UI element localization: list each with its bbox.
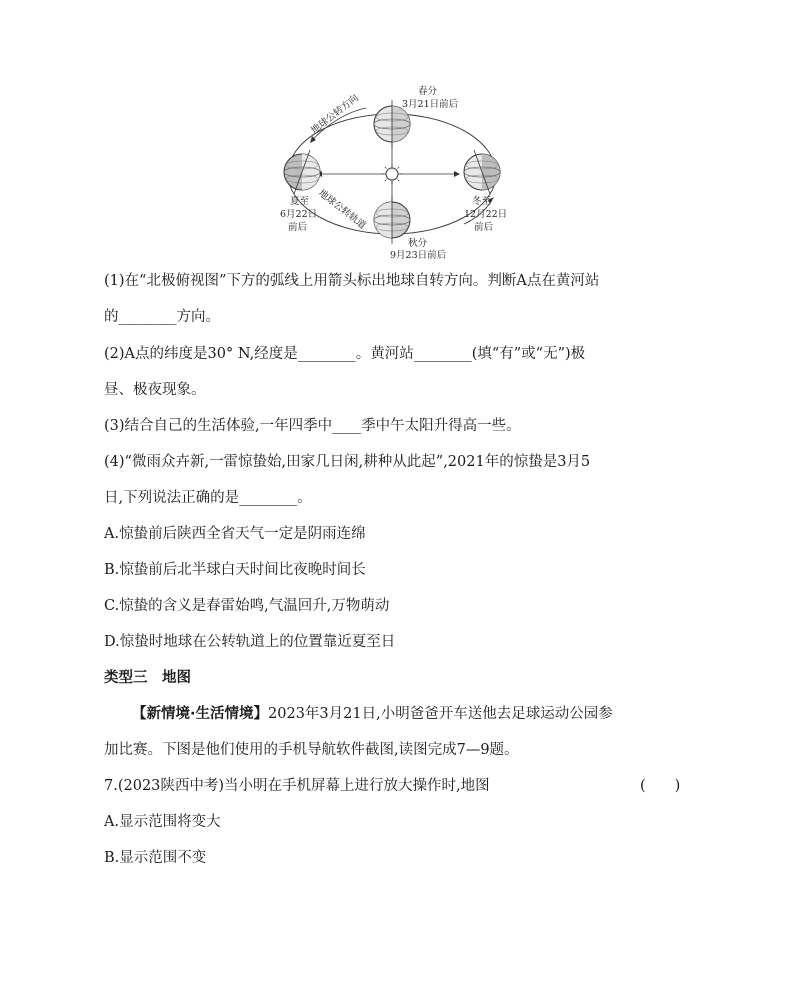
question-1-line-2: 的________方向。	[104, 309, 220, 325]
revolution-svg	[268, 74, 528, 264]
winter-suffix: 前后	[474, 222, 494, 233]
arrow-right	[454, 171, 460, 177]
winter-date: 12月22日	[464, 209, 508, 220]
summer-date: 6月22日	[280, 209, 318, 220]
context-paragraph-line-2: 加比赛。下图是他们使用的手机导航软件截图,读图完成7—9题。	[104, 742, 519, 758]
question-1-line-1: (1)在“北极俯视图”下方的弧线上用箭头标出地球自转方向。判断A点在黄河站	[104, 273, 600, 289]
question-2-line-1: (2)A点的纬度是30° N,经度是________。黄河站________(填“有”或“无”)极	[104, 346, 586, 362]
question-4-option-c: C.惊蛰的含义是春雷始鸣,气温回升,万物萌动	[104, 598, 390, 614]
spring-date: 3月21日前后	[402, 99, 459, 110]
answer-parentheses: ( )	[640, 778, 681, 794]
question-2-line-2: 昼、极夜现象。	[104, 382, 206, 398]
orbit-label: 地球公转轨道	[316, 187, 368, 232]
globe-autumn-icon	[374, 196, 410, 244]
context-paragraph-line-1	[132, 704, 613, 724]
question-4-option-b: B.惊蛰前后北半球白天时间比夜晚时间长	[104, 562, 366, 578]
revolution-direction-label: 地球公转方向	[309, 92, 361, 137]
globe-winter-icon	[464, 150, 500, 194]
question-4-line-1: (4)“微雨众卉新,一雷惊蛰始,田家几日闲,耕种从此起”,2021年的惊蛰是3月5	[104, 454, 591, 470]
question-4-option-d: D.惊蛰时地球在公转轨道上的位置靠近夏至日	[104, 634, 396, 650]
autumn-label: 秋分	[408, 238, 428, 249]
summer-label: 夏至	[290, 196, 310, 207]
summer-suffix: 前后	[288, 222, 308, 233]
question-3: (3)结合自己的生活体验,一年四季中____季中午太阳升得高一些。	[104, 418, 521, 434]
question-4-line-2: 日,下列说法正确的是________。	[104, 490, 312, 506]
winter-label: 冬至	[472, 196, 492, 207]
globe-summer-icon	[284, 150, 320, 194]
autumn-date: 9月23日前后	[390, 250, 447, 261]
context-text: 2023年3月21日,小明爸爸开车送他去足球运动公园参	[268, 706, 613, 722]
question-4-option-a: A.惊蛰前后陕西全省天气一定是阴雨连绵	[104, 526, 366, 542]
question-7-option-b: B.显示范围不变	[104, 850, 207, 866]
question-7-option-a: A.显示范围将变大	[104, 814, 221, 830]
spring-label: 春分	[418, 86, 438, 97]
section-title: 类型三 地图	[104, 670, 191, 686]
question-7-stem: 7.(2023陕西中考)当小明在手机屏幕上进行放大操作时,地图	[104, 778, 490, 794]
context-tag: 【新情境·生活情境】	[132, 706, 269, 722]
earth-revolution-diagram	[268, 74, 528, 264]
